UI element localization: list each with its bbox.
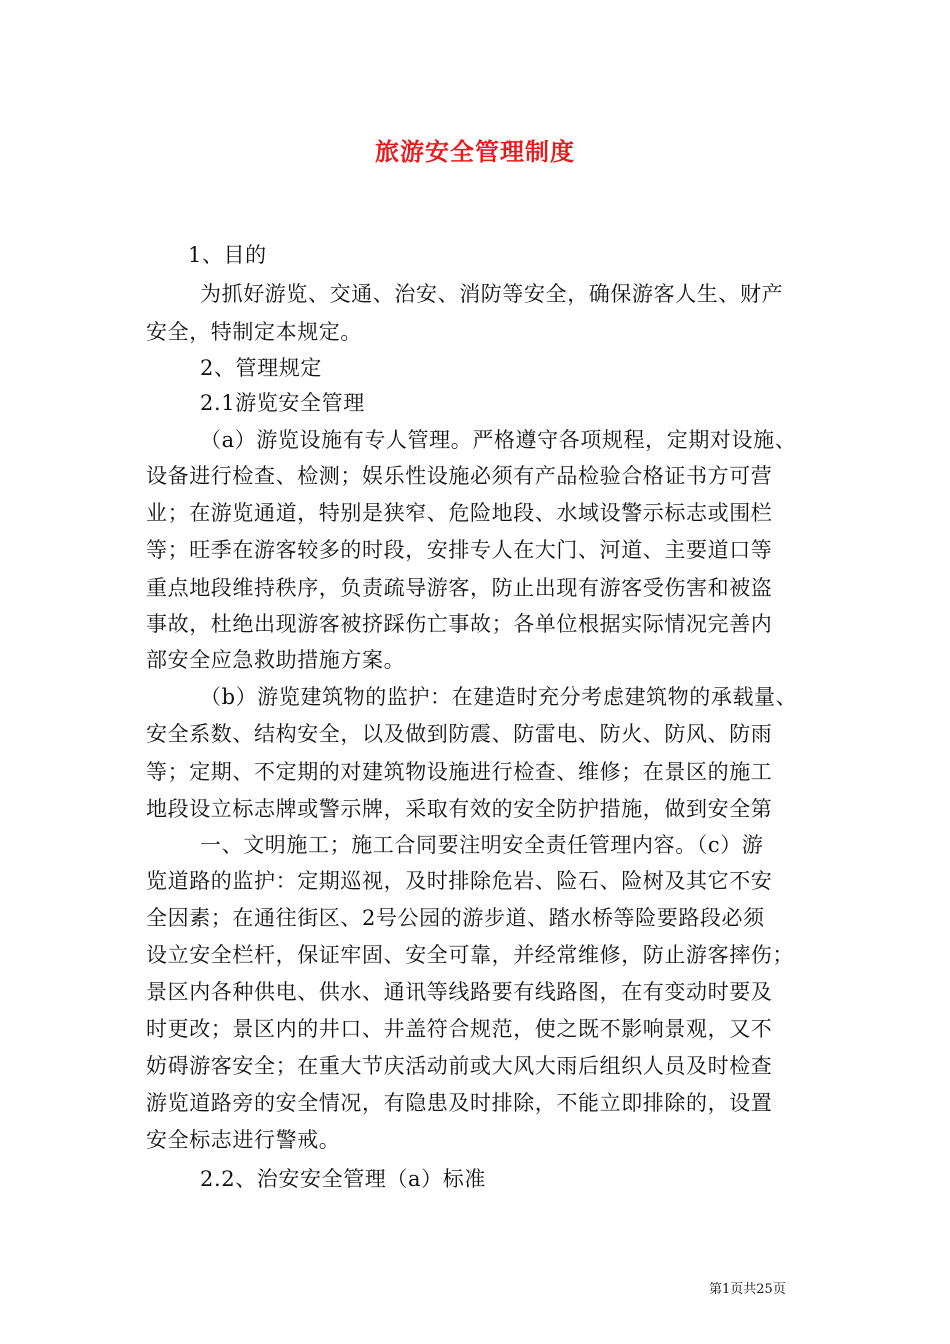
paragraph-line: 业；在游览通道，特别是狭窄、危险地段、水域设警示标志或围栏	[146, 501, 773, 525]
paragraph-line: 安全，特制定本规定。	[146, 320, 362, 344]
paragraph-line: 设备进行检查、检测；娱乐性设施必须有产品检验合格证书方可营	[146, 464, 773, 488]
section-heading: 2、管理规定	[200, 356, 322, 380]
paragraph-line: 览道路的监护：定期巡视，及时排除危岩、险石、险树及其它不安	[146, 869, 773, 893]
paragraph-line: 一、文明施工；施工合同要注明安全责任管理内容。（c）游	[200, 833, 764, 857]
paragraph-line: （a）游览设施有专人管理。严格遵守各项规程，定期对设施、	[200, 428, 797, 452]
document-title: 旅游安全管理制度	[375, 137, 575, 166]
paragraph-line: 安全标志进行警戒。	[146, 1128, 341, 1152]
paragraph-line: 事故，杜绝出现游客被挤踩伤亡事故；各单位根据实际情况完善内	[146, 612, 773, 636]
paragraph-line: 等；定期、不定期的对建筑物设施进行检查、维修；在景区的施工	[146, 760, 773, 784]
paragraph-line: 全因素；在通往街区、2号公园的游步道、踏水桥等险要路段必须	[146, 906, 765, 930]
subsection-heading: 2.2、治安安全管理（a）标准	[200, 1167, 486, 1191]
subsection-heading: 2.1游览安全管理	[200, 391, 365, 415]
paragraph-line: （b）游览建筑物的监护：在建造时充分考虑建筑物的承载量、	[200, 685, 798, 709]
section-heading: 1、目的	[188, 243, 267, 267]
paragraph-line: 为抓好游览、交通、治安、消防等安全，确保游客人生、财产	[200, 282, 784, 306]
paragraph-line: 重点地段维持秩序，负责疏导游客，防止出现有游客受伤害和被盗	[146, 576, 773, 600]
page-number-footer: 第1页共25页	[709, 1282, 786, 1297]
paragraph-line: 时更改；景区内的井口、井盖符合规范，使之既不影响景观，又不	[146, 1017, 773, 1041]
paragraph-line: 地段设立标志牌或警示牌，采取有效的安全防护措施，做到安全第	[146, 797, 773, 821]
paragraph-line: 设立安全栏杆，保证牢固、安全可靠，并经常维修，防止游客摔伤；	[146, 943, 794, 967]
paragraph-line: 妨碍游客安全；在重大节庆活动前或大风大雨后组织人员及时检查	[146, 1054, 773, 1078]
paragraph-line: 景区内各种供电、供水、通讯等线路要有线路图，在有变动时要及	[146, 980, 773, 1004]
paragraph-line: 游览道路旁的安全情况，有隐患及时排除，不能立即排除的，设置	[146, 1091, 773, 1115]
paragraph-line: 等；旺季在游客较多的时段，安排专人在大门、河道、主要道口等	[146, 538, 773, 562]
paragraph-line: 部安全应急救助措施方案。	[146, 648, 406, 672]
paragraph-line: 安全系数、结构安全，以及做到防震、防雷电、防火、防风、防雨	[146, 722, 773, 746]
